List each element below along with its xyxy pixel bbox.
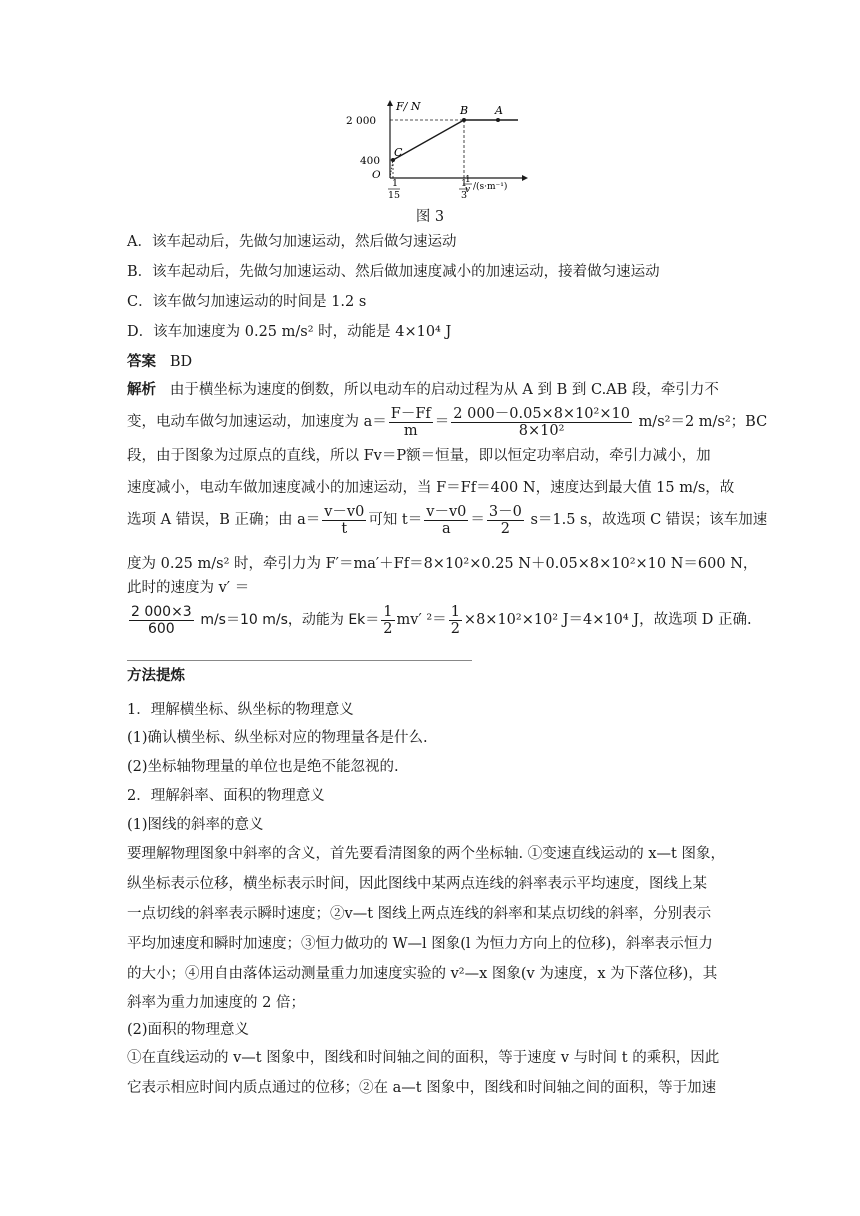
x-tick-2-num: 1 — [461, 178, 468, 189]
analysis-line-7: 此时的速度为 v′ ＝ — [127, 580, 250, 596]
option-d: D．该车加速度为 0.25 m/s² 时，动能是 4×10⁴ J — [127, 324, 452, 340]
frac-num: 3－0 — [488, 503, 522, 520]
x-label-den: v — [465, 185, 471, 195]
method-p10: 的大小；④用自由落体运动测量重力加速度实验的 v²—x 图象(v 为速度，x 为下落位移)，其 — [127, 966, 718, 982]
frac-num: v－v0 — [426, 503, 467, 520]
frac-num: v－v0 — [324, 503, 365, 520]
analysis-text-2b: m/s²＝2 m/s²；BC — [638, 414, 768, 430]
answer-value: BD — [169, 354, 193, 370]
analysis-line-2 — [127, 402, 767, 442]
fraction-t — [424, 504, 468, 537]
analysis-text-8b: mv′ ²＝ — [396, 612, 447, 628]
frac-num: 2 000×3 — [131, 603, 192, 620]
method-title: 方法提炼 — [127, 667, 185, 684]
fraction-half-2 — [449, 604, 462, 637]
fraction-time-value — [487, 504, 524, 537]
analysis-text-5b: 可知 t＝ — [368, 512, 423, 528]
frac-num: F－Ff — [390, 405, 431, 422]
point-a — [496, 118, 500, 122]
y-tick-400: 400 — [360, 155, 381, 167]
x-tick-1-num: 1 — [392, 178, 399, 189]
option-b: B．该车起动后，先做匀加速运动、然后做加速度减小的加速运动，接着做匀速运动 — [127, 264, 660, 280]
method-p4: 2．理解斜率、面积的物理意义 — [127, 788, 325, 804]
frac-den: 2 — [500, 520, 510, 537]
fraction-a — [322, 504, 366, 537]
section-divider — [127, 660, 472, 661]
fraction-velocity — [129, 604, 194, 637]
option-c: C．该车做匀加速运动的时间是 1.2 s — [127, 294, 367, 310]
frac-den: 2 — [450, 620, 460, 637]
analysis-line-5 — [127, 500, 767, 540]
line-cb — [393, 120, 464, 160]
method-p11: 斜率为重力加速度的 2 倍； — [127, 995, 305, 1011]
method-p9: 平均加速度和瞬时加速度；③恒力做功的 W—l 图象(l 为恒力方向上的位移)，斜率表示恒力 — [127, 936, 713, 952]
fraction-value — [451, 406, 632, 439]
label-a: A — [495, 104, 503, 117]
figure-caption: 图 3 — [415, 209, 445, 225]
frac-num: 1 — [450, 603, 460, 620]
method-p2: (1)确认横坐标、纵坐标对应的物理量各是什么. — [127, 730, 428, 746]
frac-den: 8×10² — [518, 422, 565, 439]
equals-sign: ＝ — [434, 414, 450, 430]
label-b: B — [460, 104, 469, 117]
method-p8: 一点切线的斜率表示瞬时速度；②v—t 图线上两点连线的斜率和某点切线的斜率，分别表示 — [127, 906, 712, 922]
analysis-text-8a: m/s＝10 m/s，动能为 Ek＝ — [200, 612, 380, 628]
point-b — [462, 118, 466, 122]
analysis-line-6: 度为 0.25 m/s² 时，牵引力为 F′＝ma′＋Ff＝8×10²×0.25 N＋0.05×8×10²×10 N＝600 N， — [127, 556, 758, 572]
answer-label: 答案 — [127, 353, 156, 370]
y-axis-label: F/ N — [396, 100, 421, 113]
option-a: A．该车起动后，先做匀加速运动，然后做匀速运动 — [127, 234, 457, 250]
frac-den: 600 — [147, 620, 175, 637]
analysis-text-2a: 变，电动车做匀加速运动，加速度为 a＝ — [127, 414, 387, 430]
fraction-accel — [389, 406, 433, 439]
method-p13: ①在直线运动的 v—t 图象中，图线和时间轴之间的面积，等于速度 v 与时间 t 的乘积，因此 — [127, 1050, 720, 1066]
method-p5: (1)图线的斜率的意义 — [127, 817, 264, 833]
analysis-label: 解析 — [127, 381, 156, 398]
label-c: C — [394, 146, 403, 159]
analysis-line-8 — [127, 600, 752, 640]
analysis-text-5a: 选项 A 错误，B 正确；由 a＝ — [127, 512, 321, 528]
x-tick-2-den: 3 — [461, 190, 468, 201]
x-label-num: 1 — [465, 175, 471, 185]
frac-num: 2 000－0.05×8×10²×10 — [453, 405, 630, 422]
force-graph — [340, 98, 530, 201]
y-tick-2000: 2 000 — [346, 115, 377, 127]
frac-den: m — [403, 422, 418, 439]
method-p7: 纵坐标表示位移，横坐标表示时间，因此图线中某两点连线的斜率表示平均速度，图线上某 — [127, 876, 707, 892]
analysis-line-3: 段，由于图象为过原点的直线，所以 Fv＝P额＝恒量，即以恒定功率启动，牵引力减小，加 — [127, 448, 711, 464]
method-p14: 它表示相应时间内质点通过的位移；②在 a—t 图象中，图线和时间轴之间的面积，等于加速 — [127, 1080, 717, 1096]
analysis-text-1: 由于横坐标为速度的倒数，所以电动车的启动过程为从 A 到 B 到 C.AB 段，牵引力不 — [169, 382, 719, 398]
fraction-half-1 — [381, 604, 394, 637]
frac-den: t — [341, 520, 348, 537]
analysis-line-1 — [127, 380, 719, 400]
method-p6: 要理解物理图象中斜率的含义，首先要看清图象的两个坐标轴. ①变速直线运动的 x—t 图象， — [127, 846, 725, 862]
method-p12: (2)面积的物理意义 — [127, 1022, 250, 1038]
analysis-text-8c: ×8×10²×10² J＝4×10⁴ J，故选项 D 正确. — [463, 612, 752, 628]
origin-label: O — [372, 169, 381, 181]
y-axis-arrow — [387, 100, 393, 106]
frac-den: 2 — [383, 620, 393, 637]
method-p3: (2)坐标轴物理量的单位也是绝不能忽视的. — [127, 759, 399, 775]
x-axis-unit: /(s·m⁻¹) — [473, 182, 508, 192]
method-p1: 1．理解横坐标、纵坐标的物理意义 — [127, 702, 354, 718]
x-axis-arrow — [522, 175, 528, 181]
answer-line — [127, 352, 192, 372]
frac-num: 1 — [383, 603, 393, 620]
analysis-line-4: 速度减小，电动车做加速度减小的加速运动，当 F＝Ff＝400 N，速度达到最大值 15 m/s，故 — [127, 480, 735, 496]
analysis-text-5d: s＝1.5 s，故选项 C 错误；该车加速 — [530, 512, 768, 528]
figure-3 — [340, 98, 530, 201]
equals-sign: ＝ — [470, 512, 485, 528]
frac-den: a — [441, 520, 451, 537]
x-tick-1-den: 15 — [388, 190, 401, 201]
